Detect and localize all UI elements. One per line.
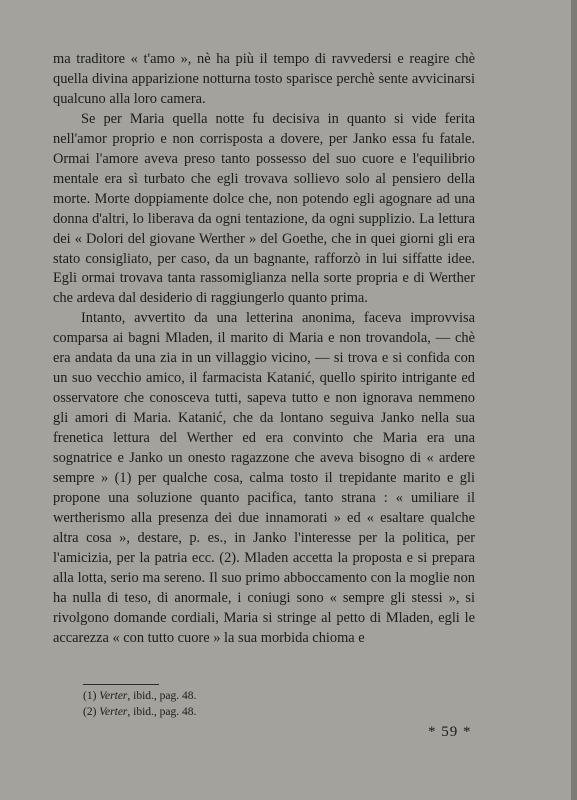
footnotes: [83, 688, 383, 720]
paragraph: Intanto, avvertito da una letterina anonima, faceva improvvisa comparsa ai bagni Mladen, il marito di Maria e non trovandola, — chè era andata da una zia in un villaggio vicino, — si trova e si confida con un suo vecchio amico, il farmacista Katanić, quello spirito intrigante ed osservatore che conosceva tutti, sapeva tutto e non ignorava nemmeno gli amori di Maria. Katanić, che da lontano seguiva Janko nella sua frenetica lettura del Werther ed era convinto che Maria era una sognatrice e Janko un onesto ragazzone che aveva bisogno di « ardere sempre » (1) per qualche cosa, calma tosto il trepidante marito e gli propone una soluzione quanto pacifica, tanto strana : « umiliare il wertherismo alla presenza dei due innamorati » ed « esaltare qualche altra cosa », destare, p. es., in Janko l'interesse per la politica, per l'amicizia, per la patria ecc. (2). Mladen accetta la proposta e si prepara alla lotta, serio ma sereno. Il suo primo abboccamento con la moglie non ha nulla di teso, di anormale, i coniugi sono « sempre gli stessi », si rivolgono domande cordiali, Maria si stringe al petto di Mladen, egli le accarezza « con tutto cuore » la sua morbida chioma e: [53, 310, 475, 646]
footnote-work-title: Verter: [99, 706, 128, 718]
footnote-marker: (1): [83, 690, 97, 702]
page-edge: [571, 0, 577, 800]
footnote-divider: [83, 684, 159, 685]
footnote-reference: , ibid., pag. 48.: [127, 690, 197, 702]
page-number: * 59 *: [428, 724, 472, 740]
footnote-marker: (2): [83, 706, 97, 718]
footnote-reference: , ibid., pag. 48.: [127, 706, 197, 718]
footnote-work-title: Verter: [99, 690, 128, 702]
paragraph: Se per Maria quella notte fu decisiva in quanto si vide ferita nell'amor proprio e non corrisposta a dovere, per Janko essa fu fatale. Ormai l'amore aveva preso tanto possesso del suo cuore e l'equilibrio mentale era sì turbato che egli trovava sollievo solo al pensiero della morte. Morte doppiamente dolce che, non potendo egli agognare ad una donna d'altri, lo liberava da ogni tentazione, da ogni supplizio. La lettura dei « Dolori del giovane Werther » del Goethe, che in quei giorni gli era stato consigliato, per caso, da un bagnante, rafforzò in lui siffatte idee. Egli ormai trovava tanta rassomiglianza nella sorte propria e di Werther che ardeva dal desiderio di raggiungerlo quanto prima.: [53, 110, 475, 307]
footnote-2: [83, 704, 383, 720]
body-text: [53, 50, 475, 649]
paragraph-continuation: ma traditore « t'amo », nè ha più il tempo di ravvedersi e reagire chè quella divina apparizione notturna tosto sparisce perchè sente avvicinarsi qualcuno alla loro camera.: [53, 51, 475, 107]
footnote-1: [83, 688, 383, 704]
